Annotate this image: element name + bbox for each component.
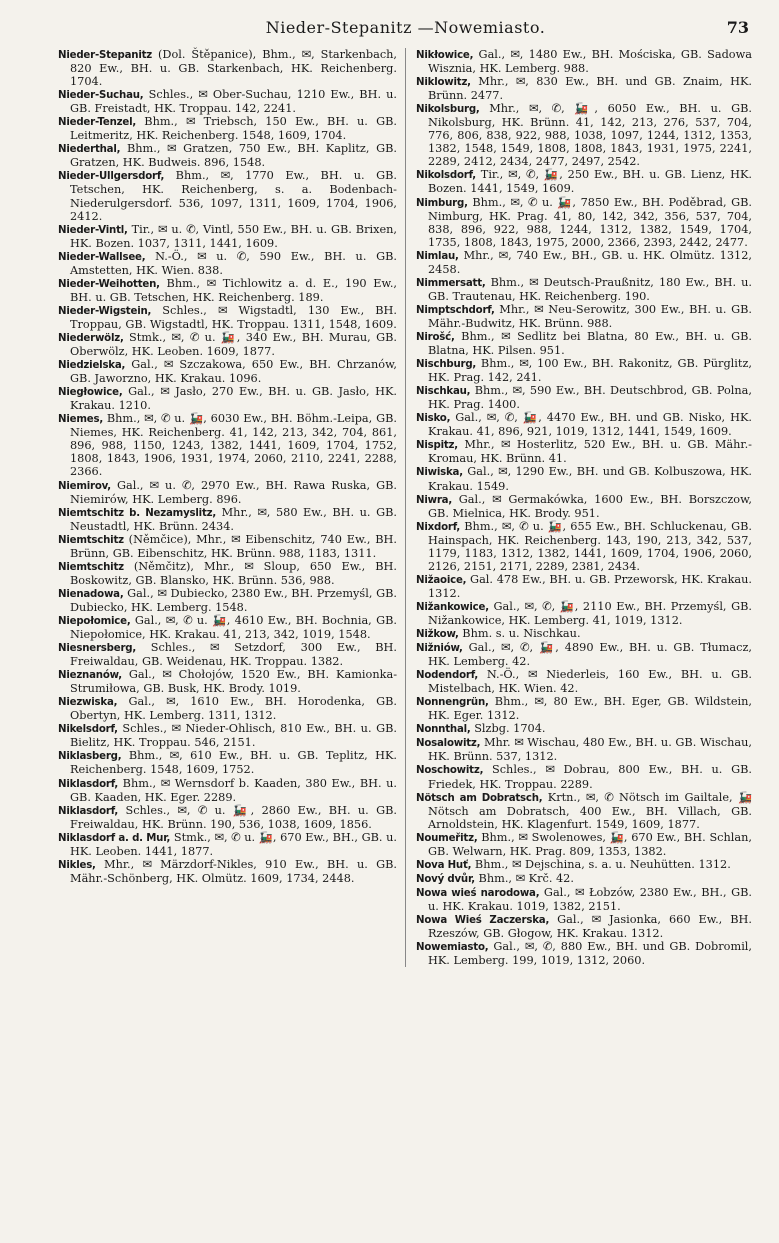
gazetteer-entry xyxy=(58,412,397,478)
entry-body: Mhr., ✉, ✆, 🚂, 6050 Ew., BH. u. GB. Nikolsburg, HK. Brünn. 41, 142, 213, 276, 537, 704, 776, 806, 838, 922, 988, 1038, 1097, 1244, 1312, 1353, 1382, 1548, 1549, 1808, 1808, 1843, 1931, 1975, 2241, 2289, 2412, 2434, 2477, 2497, 2542. xyxy=(428,102,753,169)
text-columns xyxy=(58,48,753,967)
gazetteer-entry xyxy=(58,223,397,250)
gazetteer-entry xyxy=(58,668,397,695)
gazetteer-entry xyxy=(58,614,397,641)
entry-headword: Niemes, xyxy=(58,414,103,426)
entry-headword: Nischburg, xyxy=(416,359,477,371)
entry-headword: Niemtschitz xyxy=(58,534,124,546)
entry-headword: Nötsch am Dobratsch, xyxy=(416,792,543,804)
gazetteer-entry xyxy=(58,331,397,358)
entry-body: Schles., ✉, ✆ u. 🚂, 2860 Ew., BH. u. GB. Freiwaldau, HK. Brünn. 190, 536, 1038, 1609, 1856. xyxy=(70,803,397,831)
gazetteer-entry xyxy=(58,385,397,412)
entry-body: Tir., ✉ u. ✆, Vintl, 550 Ew., BH. u. GB. Brixen, HK. Bozen. 1037, 1311, 1441, 1609. xyxy=(70,222,398,250)
entry-body: Bhm., ✉, 80 Ew., BH. Eger, GB. Wildstein, HK. Eger. 1312. xyxy=(428,695,752,723)
entry-headword: Nimlau, xyxy=(416,250,459,262)
entry-headword: Niemtschitz xyxy=(58,561,124,573)
gazetteer-entry xyxy=(58,831,397,858)
entry-headword: Nižkow, xyxy=(416,629,459,641)
entry-body: Bhm. s. u. Nischkau. xyxy=(462,627,581,641)
gazetteer-entry xyxy=(416,736,752,763)
gazetteer-entry xyxy=(58,695,397,722)
entry-body: Bhm., ✉ Tichlowitz a. d. E., 190 Ew., BH. u. GB. Tetschen, HK. Reichenberg. 189. xyxy=(70,276,397,304)
entry-body: Bhm., ✉ Dejschina, s. a. u. Neuhütten. 1312. xyxy=(474,857,731,871)
entry-body: Gal., ✉ Chołojów, 1520 Ew., BH. Kamionka-Strumiłowa, GB. Busk, HK. Brody. 1019. xyxy=(70,668,398,696)
page-number: 73 xyxy=(726,18,749,37)
entry-body: Slzbg. 1704. xyxy=(474,722,546,736)
entry-headword: Nispitz, xyxy=(416,440,458,452)
entry-headword: Nieder-Stepanitz xyxy=(58,50,153,61)
entry-body: Mhr., ✉, 740 Ew., BH., GB. u. HK. Olmütz. 1312, 2458. xyxy=(428,248,752,276)
entry-body: Bhm., ✉ Sedlitz bei Blatna, 80 Ew., BH. u. GB. Blatna, HK. Pilsen. 951. xyxy=(428,329,752,358)
entry-headword: Nieznanów, xyxy=(58,670,122,682)
entry-headword: Niwra, xyxy=(416,494,452,506)
gazetteer-entry xyxy=(416,763,752,790)
gazetteer-entry xyxy=(58,858,397,885)
entry-body: Gal., ✉, 1290 Ew., BH. und GB. Kolbuszowa, HK. Krakau. 1549. xyxy=(428,465,752,493)
entry-headword: Niezwiska, xyxy=(58,697,118,709)
entry-headword: Noschowitz, xyxy=(416,765,484,777)
entry-body: Schles., ✉ Setzdorf, 300 Ew., BH. Freiwaldau, GB. Weidenau, HK. Troppau. 1382. xyxy=(70,641,397,669)
entry-body: (Němčice), Mhr., ✉ Eibenschitz, 740 Ew., BH. Brünn, GB. Eibenschitz, HK. Brünn. 988, 1183, 1311. xyxy=(70,532,398,560)
entry-body: Bhm., ✉ Deutsch-Praußnitz, 180 Ew., BH. u. GB. Trautenau, HK. Reichenberg. 190. xyxy=(428,275,753,303)
gazetteer-entry xyxy=(58,804,397,831)
entry-body: Bhm., ✉, 590 Ew., BH. Deutschbrod, GB. Polna, HK. Prag. 1400. xyxy=(428,384,752,412)
entry-body: Bhm., ✉, 1770 Ew., BH. u. GB. Tetschen, HK. Reichenberg, s. a. Bodenbach-Niederulgersdorf. 536, 1097, 1311, 1609, 1704, 1906, 2412. xyxy=(70,169,398,223)
entry-headword: Nirošć, xyxy=(416,331,455,343)
entry-body: Gal., ✉, ✆ u. 🚂, 4610 Ew., BH. Bochnia, GB. Niepołomice, HK. Krakau. 41, 213, 342, 1019, 1548. xyxy=(70,613,397,642)
entry-headword: Niemtschitz b. Nezamyslitz, xyxy=(58,507,217,519)
gazetteer-entry xyxy=(416,668,752,695)
entry-body: Gal., ✉ Germakówka, 1600 Ew., BH. Borszczow, GB. Mielnica, HK. Brody. 951. xyxy=(428,492,752,520)
entry-headword: Nienadowa, xyxy=(58,588,124,600)
running-title: Nieder-Stepanitz —Nowemiasto. xyxy=(265,18,546,37)
gazetteer-entry xyxy=(416,573,752,600)
entry-body: N.-Ö., ✉ u. ✆, 590 Ew., BH. u. GB. Amstetten, HK. Wien. 838. xyxy=(70,249,397,277)
gazetteer-entry xyxy=(58,479,397,506)
entry-body: Gal., ✉, 1480 Ew., BH. Mościska, GB. Sadowa Wisznia, HK. Lemberg. 988. xyxy=(428,48,753,76)
entry-headword: Nikłowice, xyxy=(416,50,474,61)
gazetteer-entry xyxy=(58,533,397,560)
page-header xyxy=(58,16,753,48)
gazetteer-entry xyxy=(416,249,752,276)
gazetteer-entry xyxy=(416,872,752,886)
entry-body: Gal., ✉, ✆, 880 Ew., BH. und GB. Dobromil, HK. Lemberg. 199, 1019, 1312, 2060. xyxy=(428,940,753,968)
entry-body: Mhr., ✉ Märzdorf-Nikles, 910 Ew., BH. u. GB. Mähr.-Schönberg, HK. Olmütz. 1609, 1734, 2448. xyxy=(70,857,397,885)
gazetteer-entry xyxy=(416,913,752,940)
entry-headword: Niederthal, xyxy=(58,144,121,156)
entry-headword: Nisko, xyxy=(416,413,451,425)
gazetteer-entry xyxy=(416,384,752,411)
entry-headword: Nieder-Suchau, xyxy=(58,90,144,102)
entry-body: Gal. 478 Ew., BH. u. GB. Przeworsk, HK. Krakau. 1312. xyxy=(428,572,753,600)
gazetteer-entry xyxy=(416,600,752,627)
entry-headword: Nova Huť, xyxy=(416,859,472,871)
gazetteer-entry xyxy=(58,142,397,169)
entry-headword: Nikles, xyxy=(58,859,96,871)
entry-headword: Nosalowitz, xyxy=(416,738,481,750)
entry-body: Bhm., ✉ Swolenowes, 🚂, 670 Ew., BH. Schlan, GB. Welwarn, HK. Prag. 809, 1353, 1382. xyxy=(428,830,752,858)
gazetteer-entry xyxy=(416,411,752,438)
gazetteer-entry xyxy=(416,196,752,249)
entry-headword: Niklasdorf a. d. Mur, xyxy=(58,832,171,844)
entry-body: Bhm., ✉, ✆ u. 🚂, 6030 Ew., BH. Böhm.-Leipa, GB. Niemes, HK. Reichenberg. 41, 142, 213, 342, 704, 861, 896, 988, 1150, 1243, 1382, 1441, 1609, 1704, 1752, 1808, 1843, 1906, 1931, 1974, 2060, 2110, 2241, 2288, 2366. xyxy=(70,412,397,479)
gazetteer-entry xyxy=(416,831,752,858)
entry-headword: Nieder-Tenzel, xyxy=(58,117,137,129)
entry-body: Mhr. ✉ Wischau, 480 Ew., BH. u. GB. Wischau, HK. Brünn. 537, 1312. xyxy=(428,736,752,764)
entry-body: Bhm., ✉, 100 Ew., BH. Rakonitz, GB. Pürglitz, HK. Prag. 142, 241. xyxy=(428,357,752,385)
entry-headword: Nimptschdorf, xyxy=(416,304,495,316)
gazetteer-entry xyxy=(416,168,752,195)
entry-body: Bhm., ✉, ✆ u. 🚂, 7850 Ew., BH. Poděbrad, GB. Nimburg, HK. Prag. 41, 80, 142, 342, 356, 537, 704, 838, 896, 922, 988, 1244, 1312, 1382, 1549, 1704, 1735, 1808, 1843, 1975, 2000, 2366, 2393, 2442, 2477. xyxy=(428,195,752,249)
gazetteer-entry xyxy=(58,115,397,142)
entry-headword: Nieder-Wigstein, xyxy=(58,305,152,317)
entry-body: Stmk., ✉, ✆ u. 🚂, 670 Ew., BH., GB. u. HK. Leoben. 1441, 1877. xyxy=(70,830,397,858)
entry-body: Gal., ✉, ✆, 🚂, 2110 Ew., BH. Przemyśl, GB. Nižankowice, HK. Lemberg. 41, 1019, 1312. xyxy=(428,599,752,627)
gazetteer-entry xyxy=(58,48,397,88)
entry-body: Gal., ✉ Łobzów, 2380 Ew., BH., GB. u. HK. Krakau. 1019, 1382, 2151. xyxy=(428,885,752,913)
entry-headword: Nowa wieś narodowa, xyxy=(416,887,540,899)
entry-headword: Niepołomice, xyxy=(58,615,131,627)
entry-headword: Nowemiasto, xyxy=(416,942,489,954)
gazetteer-entry xyxy=(58,777,397,804)
entry-headword: Niklasberg, xyxy=(58,751,122,763)
gazetteer-entry xyxy=(58,277,397,304)
entry-headword: Nikelsdorf, xyxy=(58,724,118,736)
entry-headword: Nowa Wieś Zaczerska, xyxy=(416,915,550,926)
entry-headword: Nimburg, xyxy=(416,197,468,209)
gazetteer-entry xyxy=(416,886,752,913)
gazetteer-entry xyxy=(58,749,397,776)
gazetteer-entry xyxy=(416,357,752,384)
gazetteer-entry xyxy=(416,695,752,722)
gazetteer-entry xyxy=(416,330,752,357)
entry-body: Bhm., ✉ Triebsch, 150 Ew., BH. u. GB. Leitmeritz, HK. Reichenberg. 1548, 1609, 1704. xyxy=(70,115,397,143)
entry-headword: Nodendorf, xyxy=(416,670,479,682)
gazetteer-entry xyxy=(416,520,752,573)
entry-body: Mhr., ✉, 830 Ew., BH. und GB. Znaim, HK. Brünn. 2477. xyxy=(428,75,753,103)
entry-headword: Nonnengrün, xyxy=(416,697,489,709)
entry-body: Bhm., ✉ Krč. 42. xyxy=(478,871,574,885)
gazetteer-entry xyxy=(58,587,397,614)
gazetteer-entry xyxy=(58,560,397,587)
entry-body: Gal., ✉ Szczakowa, 650 Ew., BH. Chrzanów, GB. Jaworzno, HK. Krakau. 1096. xyxy=(70,358,397,386)
gazetteer-entry xyxy=(416,940,752,967)
entry-headword: Nieder-Vintl, xyxy=(58,224,128,236)
entry-body: Mhr., ✉, 580 Ew., BH. u. GB. Neustadtl, HK. Brünn. 2434. xyxy=(70,505,397,533)
gazetteer-entry xyxy=(416,858,752,872)
entry-headword: Niklowitz, xyxy=(416,77,471,89)
entry-body: Gal., ✉ Dubiecko, 2380 Ew., BH. Przemyśl, GB. Dubiecko, HK. Lemberg. 1548. xyxy=(70,586,397,614)
entry-headword: Nikolsburg, xyxy=(416,104,480,116)
gazetteer-entry xyxy=(58,722,397,749)
entry-headword: Nixdorf, xyxy=(416,521,461,533)
gazetteer-entry xyxy=(416,791,752,831)
entry-headword: Nieder-Wallsee, xyxy=(58,251,146,263)
entry-headword: Niwiska, xyxy=(416,467,463,479)
entry-body: (Dol. Štěpanice), Bhm., ✉, Starkenbach, 820 Ew., BH. u. GB. Starkenbach, HK. Reichenberg. 1704. xyxy=(70,48,398,89)
gazetteer-entry xyxy=(58,169,397,222)
entry-headword: Nieder-Ullgersdorf, xyxy=(58,171,165,183)
gazetteer-entry xyxy=(58,506,397,533)
entry-body: Mhr., ✉ Neu-Serowitz, 300 Ew., BH. u. GB. Mähr.-Budwitz, HK. Brünn. 988. xyxy=(428,302,752,330)
gazetteer-entry xyxy=(58,250,397,277)
entry-body: Gal., ✉ Jasionka, 660 Ew., BH. Rzeszów, GB. Głogow, HK. Krakau. 1312. xyxy=(428,913,752,941)
entry-body: Gal., ✉, ✆, 🚂, 4470 Ew., BH. und GB. Nisko, HK. Krakau. 41, 896, 921, 1019, 1312, 1441, 1549, 1609. xyxy=(428,411,752,439)
gazetteer-entry xyxy=(58,641,397,668)
entry-body: Stmk., ✉, ✆ u. 🚂, 340 Ew., BH. Murau, GB. Oberwölz, HK. Leoben. 1609, 1877. xyxy=(70,330,397,359)
right-column xyxy=(405,48,752,967)
entry-body: Bhm., ✉ Wernsdorf b. Kaaden, 380 Ew., BH. u. GB. Kaaden, HK. Eger. 2289. xyxy=(70,776,397,804)
entry-headword: Niegłowice, xyxy=(58,387,123,399)
gazetteer-entry xyxy=(416,641,752,668)
entry-headword: Nonnthal, xyxy=(416,724,471,736)
entry-body: Gal., ✉ u. ✆, 2970 Ew., BH. Rawa Ruska, GB. Niemirów, HK. Lemberg. 896. xyxy=(70,478,397,506)
entry-headword: Niedzielska, xyxy=(58,360,126,372)
gazetteer-entry xyxy=(416,102,752,168)
gazetteer-entry xyxy=(416,627,752,641)
entry-headword: Nischkau, xyxy=(416,386,471,398)
gazetteer-entry xyxy=(416,276,752,303)
entry-body: Bhm., ✉ Gratzen, 750 Ew., BH. Kaplitz, GB. Gratzen, HK. Budweis. 896, 1548. xyxy=(70,142,397,170)
gazetteer-entry xyxy=(416,48,752,75)
entry-headword: Niklasdorf, xyxy=(58,805,119,817)
entry-body: Schles., ✉ Wigstadtl, 130 Ew., BH. Troppau, GB. Wigstadtl, HK. Troppau. 1311, 1548, 1609. xyxy=(70,303,397,331)
gazetteer-entry xyxy=(416,465,752,492)
entry-body: Gal., ✉ Jasło, 270 Ew., BH. u. GB. Jasło, HK. Krakau. 1210. xyxy=(70,385,398,413)
gazetteer-entry xyxy=(416,75,752,102)
left-column xyxy=(58,48,405,967)
entry-body: Gal., ✉, ✆, 🚂, 4890 Ew., BH. u. GB. Tłumacz, HK. Lemberg. 42. xyxy=(428,641,753,669)
entry-headword: Niemirov, xyxy=(58,480,111,492)
gazetteer-entry xyxy=(416,722,752,736)
entry-headword: Nikolsdorf, xyxy=(416,170,476,182)
entry-body: Mhr., ✉ Hosterlitz, 520 Ew., BH. u. GB. Mähr.-Kromau, HK. Brünn. 41. xyxy=(428,438,752,466)
entry-headword: Nový dvůr, xyxy=(416,873,475,885)
entry-body: Krtn., ✉, ✆ Nötsch im Gailtale, 🚂 Nötsch am Dobratsch, 400 Ew., BH. Villach, GB. Arnoldstein, HK. Klagenfurt. 1549, 1609, 1877. xyxy=(428,790,753,831)
entry-headword: Nimmersatt, xyxy=(416,277,486,289)
entry-headword: Niesnersberg, xyxy=(58,643,137,655)
entry-headword: Noumeřitz, xyxy=(416,832,478,844)
entry-headword: Nižaoice, xyxy=(416,574,467,586)
entry-body: N.-Ö., ✉ Niederleis, 160 Ew., BH. u. GB. Mistelbach, HK. Wien. 42. xyxy=(428,668,752,696)
entry-headword: Nižankowice, xyxy=(416,601,489,613)
entry-body: Schles., ✉ Dobrau, 800 Ew., BH. u. GB. Friedek, HK. Troppau. 2289. xyxy=(428,763,752,791)
entry-body: Bhm., ✉, ✆ u. 🚂, 655 Ew., BH. Schluckenau, GB. Hainspach, HK. Reichenberg. 143, 190, 213, 342, 537, 1179, 1183, 1312, 1382, 1441, 1609, 1704, 1906, 2060, 2126, 2151, 2171, 2289, 2381, 2434. xyxy=(428,519,752,573)
entry-body: Bhm., ✉, 610 Ew., BH. u. GB. Teplitz, HK. Reichenberg. 1548, 1609, 1752. xyxy=(70,749,398,777)
gazetteer-entry xyxy=(58,88,397,115)
gazetteer-entry xyxy=(58,358,397,385)
gazetteer-entry xyxy=(58,304,397,331)
gazetteer-entry xyxy=(416,438,752,465)
entry-body: Schles., ✉ Nieder-Ohlisch, 810 Ew., BH. u. GB. Bielitz, HK. Troppau. 546, 2151. xyxy=(70,722,397,750)
entry-headword: Nieder-Weihotten, xyxy=(58,278,160,290)
gazetteer-entry xyxy=(416,303,752,330)
entry-body: Gal., ✉, 1610 Ew., BH. Horodenka, GB. Obertyn, HK. Lemberg. 1311, 1312. xyxy=(70,695,397,723)
gazetteer-entry xyxy=(416,493,752,520)
entry-headword: Nižniów, xyxy=(416,643,463,655)
entry-headword: Niederwölz, xyxy=(58,332,124,344)
entry-body: Tir., ✉, ✆, 🚂, 250 Ew., BH. u. GB. Lienz, HK. Bozen. 1441, 1549, 1609. xyxy=(428,168,752,196)
entry-body: (Němčitz), Mhr., ✉ Sloup, 650 Ew., BH. Boskowitz, GB. Blansko, HK. Brünn. 536, 988. xyxy=(70,559,397,587)
entry-body: Schles., ✉ Ober-Suchau, 1210 Ew., BH. u. GB. Freistadt, HK. Troppau. 142, 2241. xyxy=(70,88,397,116)
entry-headword: Niklasdorf, xyxy=(58,778,119,790)
